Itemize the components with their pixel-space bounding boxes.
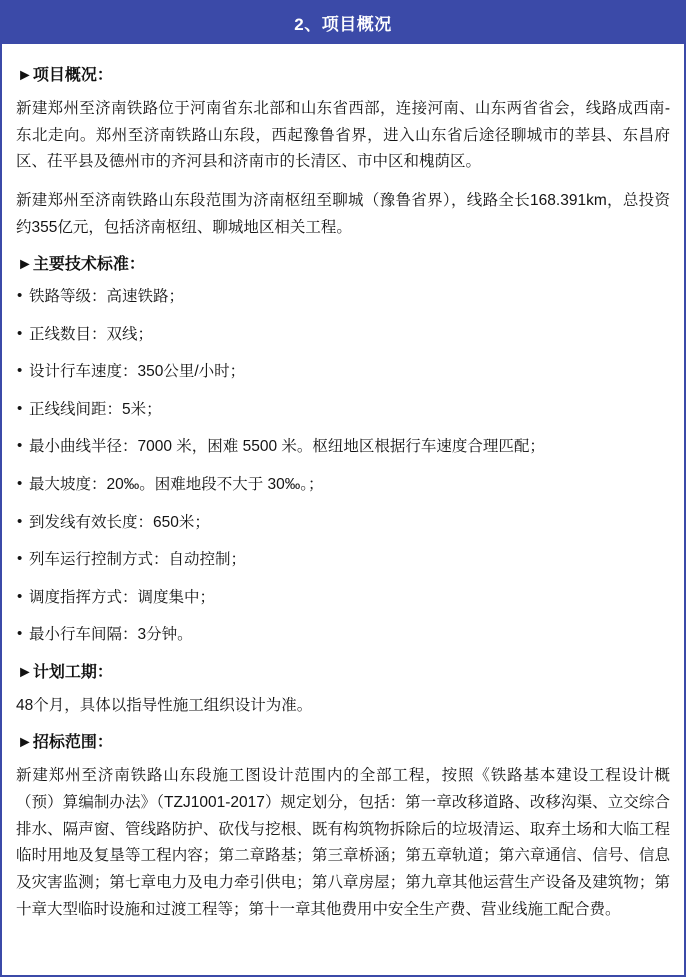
- section-heading-standards-label: ►主要技术标准：: [17, 256, 145, 274]
- list-item: • 正线线间距：5米；: [16, 398, 670, 422]
- overview-paragraph-2: 新建郑州至济南铁路山东段范围为济南枢纽至聊城（豫鲁省界），线路全长168.391km，总投资约355亿元，包括济南枢纽、聊城地区相关工程。: [16, 191, 670, 236]
- document-content: [2, 44, 684, 947]
- section-heading-scope-label: ►招标范围：: [17, 734, 113, 752]
- section-heading-scope: [16, 731, 670, 755]
- list-item: • 调度指挥方式：调度集中；: [16, 586, 670, 610]
- schedule-paragraph: 48个月，具体以指导性施工组织设计为准。: [16, 696, 313, 714]
- list-item: • 列车运行控制方式：自动控制；: [16, 548, 670, 572]
- list-item: • 最大坡度：20‰。困难地段不大于 30‰。；: [16, 473, 670, 497]
- section-heading-schedule: [16, 661, 670, 685]
- page-title: 2、项目概况: [2, 2, 684, 44]
- section-heading-standards: [16, 253, 670, 277]
- list-item: • 最小曲线半径：7000 米，困难 5500 米。枢纽地区根据行车速度合理匹配；: [16, 435, 670, 459]
- section-heading-overview: [16, 64, 670, 88]
- standards-list: [16, 285, 670, 646]
- list-item: • 正线数目：双线；: [16, 323, 670, 347]
- section-heading-schedule-label: ►计划工期：: [17, 663, 113, 681]
- list-item: • 到发线有效长度：650米；: [16, 511, 670, 535]
- section-heading-overview-label: ►项目概况：: [17, 67, 113, 84]
- list-item: • 设计行车速度：350公里/小时；: [16, 360, 670, 384]
- list-item: • 最小行车间隔：3分钟。: [16, 623, 670, 647]
- overview-paragraph-1: 新建郑州至济南铁路位于河南省东北部和山东省西部，连接河南、山东两省省会，线路成西南‐东北走向。郑州至济南铁路山东段，西起豫鲁省界，进入山东省后途径聊城市的莘县、东昌府区、茌平县及德州市的齐河县和济南市的长清区、市中区和槐荫区。: [16, 100, 670, 171]
- scope-paragraph: 新建郑州至济南铁路山东段施工图设计范围内的全部工程，按照《铁路基本建设工程设计概（预）算编制办法》（TZJ1001-2017）规定划分，包括：第一章改移道路、改移沟渠、立交综合排水、隔声窗、管线路防护、砍伐与挖根、既有构筑物拆除后的垃圾清运、取弃土场和大临工程临时用地及复垦等工程内容；第二章路基；第三章桥涵；第五章轨道；第六章通信、信号、信息及灾害监测；第七章电力及电力牵引供电；第八章房屋；第九章其他运营生产设备及建筑物；第十章大型临时设施和过渡工程等；第十一章其他费用中安全生产费、营业线施工配合费。: [16, 767, 670, 918]
- list-item: • 铁路等级：高速铁路；: [16, 285, 670, 309]
